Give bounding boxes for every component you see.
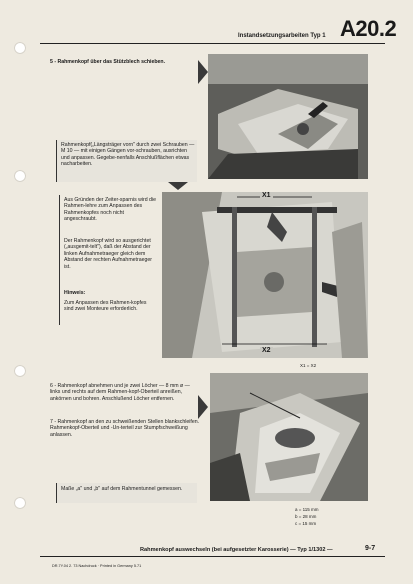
step-5-box <box>56 140 197 182</box>
photo-frame-gauge-illustration <box>162 192 368 358</box>
step-5-text: 5 - Rahmenkopf über das Stützblech schieben. <box>50 59 166 65</box>
header-title: Instandsetzungsarbeiten Typ 1 <box>238 33 326 39</box>
figure-caption: X1 = X2 <box>300 363 317 368</box>
photo-frame-tunnel-illustration <box>210 373 368 501</box>
step-7-text: 7 - Rahmenkopf an den zu schweißenden Stellen blankschleifen. Rahmenkopf-Oberteil und -Un-terteil zur Stumpfschweißung anlassen. <box>50 419 200 438</box>
notes-bracket <box>59 195 62 325</box>
label-x1: X1 <box>262 192 271 199</box>
step-5-box-text: Rahmenkopf(„Längsträger vorn" durch zwei Schrauben — M 10 — mit einigen Gängen vor-schrauben, ausrichten und anpassen. Gegebe-nenfalls Anschlußflächen etwas nacharbeiten. <box>61 142 195 168</box>
measurement-b: b = 28 mm <box>295 514 317 519</box>
hint-text: Zum Anpassen des Rahmen-kopfes sind zwei Monteure erforderlich. <box>64 300 147 313</box>
pointer-arrow-1 <box>198 60 208 84</box>
hint-title: Hinweis: <box>64 290 86 296</box>
step-6-text: 6 - Rahmenkopf abnehmen und je zwei Löcher — 8 mm ø — links und rechts auf dem Rahmen-kopf-Oberteil anreißen, ankörnen und bohren. Anschlußend Löcher entfernen. <box>50 383 190 402</box>
pointer-arrow-2 <box>198 395 208 419</box>
photo-frame-tunnel <box>210 373 368 501</box>
binder-hole-3 <box>14 365 26 377</box>
page-code: A20.2 <box>340 16 397 41</box>
measure-box <box>56 483 197 503</box>
page-number: 9-7 <box>365 545 376 552</box>
label-x2: X2 <box>262 347 271 354</box>
binder-hole-1 <box>14 42 26 54</box>
header-rule <box>40 43 385 44</box>
imprint: DR.7Y.04 2. 73 Nachdruck · Printed in Germany 5.71 <box>52 564 142 568</box>
measurement-c: c = 15 mm <box>295 521 317 526</box>
footer-title: Rahmenkopf auswechseln (bei aufgesetzter Karosserie) — Typ 1/1302 — <box>140 547 333 553</box>
measure-note: Maße „a" und „b" auf dem Rahmentunnel gemessen. <box>61 486 183 492</box>
pointer-arrow-down <box>168 182 188 190</box>
note-time-saving: Aus Gründen der Zeiter-sparnis wird die Rahmen-lehre zum Anpassen des Rahmenkopfes noch nicht angeschraubt. <box>64 197 156 223</box>
footer-rule <box>40 556 385 557</box>
photo-frame-gauge <box>162 192 368 358</box>
note-alignment: Der Rahmenkopf wird so ausgerichtet („ausgemit-telt"), daß der Abstand der linken Aufnahmetraeger gleich dem Abstand der rechten Aufnahmetraeger ist. <box>64 238 152 270</box>
photo-frame-head-illustration <box>208 54 368 179</box>
photo-frame-head <box>208 54 368 179</box>
binder-hole-4 <box>14 497 26 509</box>
binder-hole-2 <box>14 170 26 182</box>
measurement-a: a = 115 mm <box>295 507 319 512</box>
